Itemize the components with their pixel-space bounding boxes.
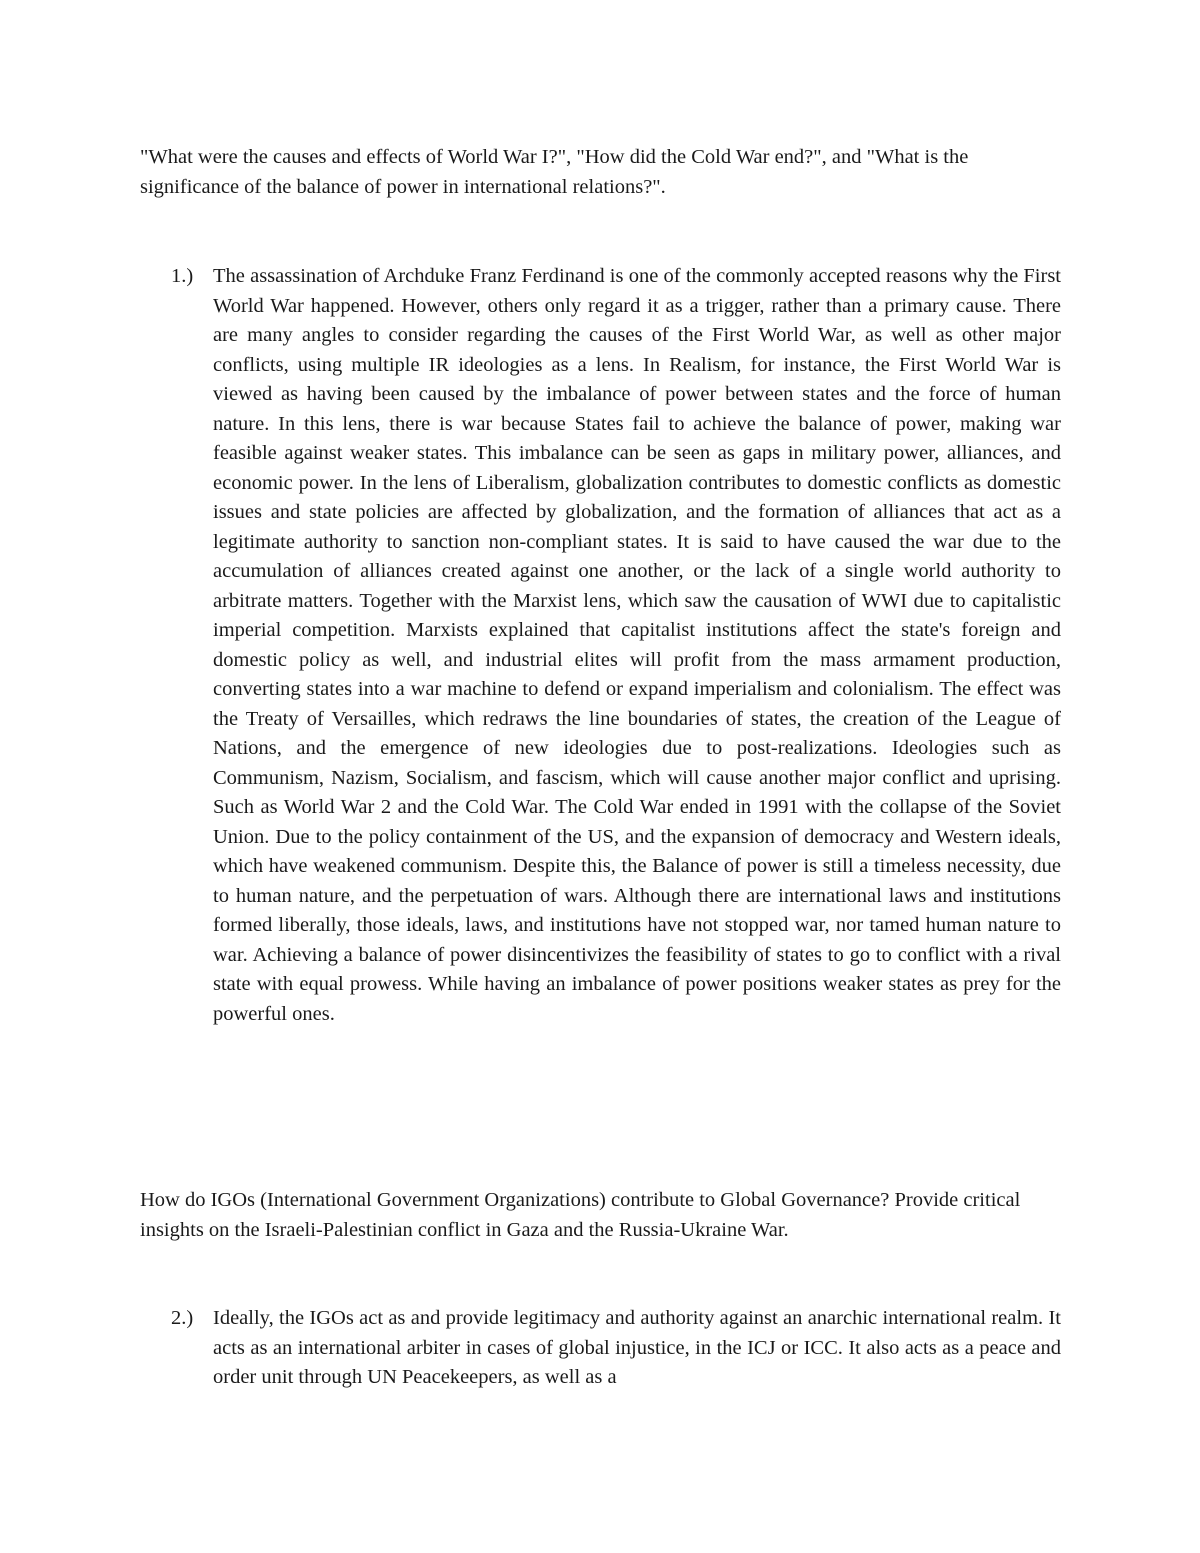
answer-2-text: Ideally, the IGOs act as and provide legitimacy and authority against an anarchic international realm. It acts as an international arbiter in cases of global injustice, in the ICJ or ICC. It also acts as a peace and order unit through UN Peacekeepers, as well as a [213, 1307, 1061, 1388]
answer-2-number: 2.) [171, 1307, 194, 1329]
answer-2-item [171, 1304, 1061, 1393]
answer-1-text: The assassination of Archduke Franz Ferdinand is one of the commonly accepted reasons why the First World War happened. However, others only regard it as a trigger, rather than a primary cause. There are many angles to consider regarding the causes of the First World War, as well as other major conflicts, using multiple IR ideologies as a lens. In Realism, for instance, the First World War is viewed as having been caused by the imbalance of power between states and the force of human nature. In this lens, there is war because States fail to achieve the balance of power, making war feasible against weaker states. This imbalance can be seen as gaps in military power, alliances, and economic power. In the lens of Liberalism, globalization contributes to domestic conflicts as domestic issues and state policies are affected by globalization, and the formation of alliances that act as a legitimate authority to sanction non-compliant states. It is said to have caused the war due to the accumulation of alliances created against one another, or the lack of a single world authority to arbitrate matters. Together with the Marxist lens, which saw the causation of WWI due to capitalistic imperial competition. Marxists explained that capitalist institutions affect the state's foreign and domestic policy as well, and industrial elites will profit from the mass armament production, converting states into a war machine to defend or expand imperialism and colonialism. The effect was the Treaty of Versailles, which redraws the line boundaries of states, the creation of the League of Nations, and the emergence of new ideologies due to post-realizations. Ideologies such as Communism, Nazism, Socialism, and fascism, which will cause another major conflict and uprising. Such as World War 2 and the Cold War. The Cold War ended in 1991 with the collapse of the Soviet Union. Due to the policy containment of the US, and the expansion of democracy and Western ideals, which have weakened communism. Despite this, the Balance of power is still a timeless necessity, due to human nature, and the perpetuation of wars. Although there are international laws and institutions formed liberally, those ideals, laws, and institutions have not stopped war, nor tamed human nature to war. Achieving a balance of power disincentivizes the feasibility of states to go to conflict with a rival state with equal prowess. While having an imbalance of power positions weaker states as prey for the powerful ones. [213, 265, 1061, 1025]
question-2-text: How do IGOs (International Government Organizations) contribute to Global Governance? Provide critical insights on the Israeli-Palestinian conflict in Gaza and the Russia-Ukraine War. [140, 1189, 1021, 1241]
answer-1-item [171, 262, 1061, 1029]
question-1-text: "What were the causes and effects of World War I?", "How did the Cold War end?", and "What is the significance of the balance of power in international relations?". [140, 146, 969, 198]
answer-1-number: 1.) [171, 265, 194, 287]
